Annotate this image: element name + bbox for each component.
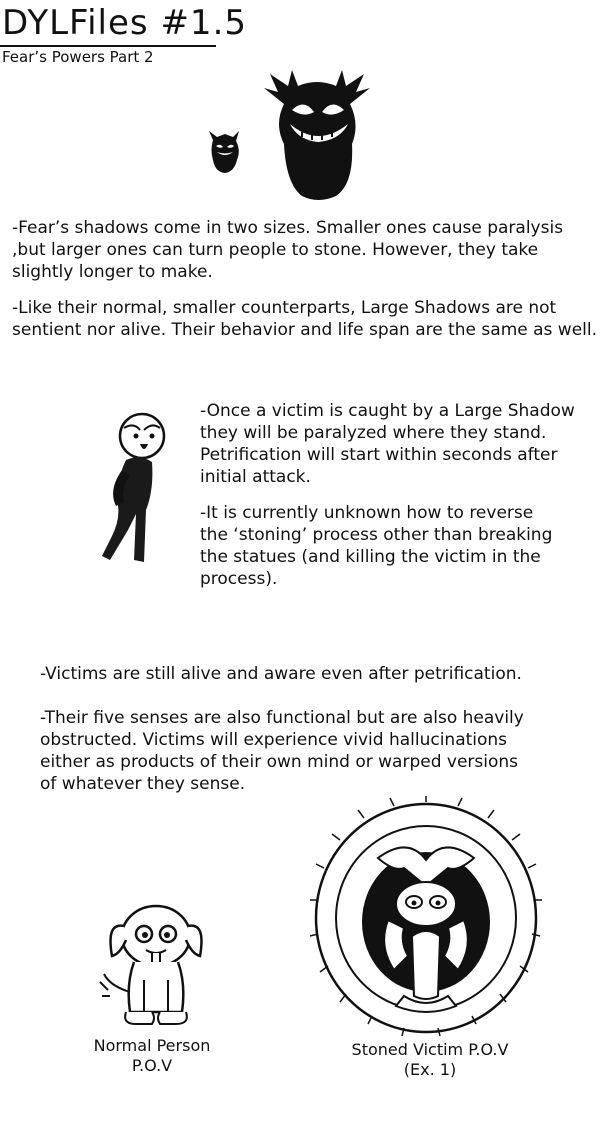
text-petrification-start: -Once a victim is caught by a Large Shadow they will be paralyzed where they stand. Petrification will start within seconds after initial attack. bbox=[200, 401, 575, 487]
text-shadow-behavior: -Like their normal, smaller counterparts, Large Shadows are not sentient nor alive. Their behavior and life span are the same as well. bbox=[12, 298, 598, 340]
text-senses-hallucinations: -Their five senses are also functional but are also heavily obstructed. Victims will experience vivid hallucinations either as products of their own mind or warped versions of whatever they sense. bbox=[40, 708, 524, 794]
puppy-illustration bbox=[96, 900, 216, 1030]
text-reversal-unknown: -It is currently unknown how to reverse the ‘stoning’ process other than breaking the statues (and killing the victim in the process). bbox=[200, 503, 553, 589]
title-underline bbox=[0, 45, 216, 47]
caption-stoned-pov: Stoned Victim P.O.V (Ex. 1) bbox=[351, 1040, 509, 1079]
page-title: DYLFiles #1.5 bbox=[2, 3, 248, 43]
large-shadow-illustration bbox=[262, 64, 372, 204]
small-shadow-illustration bbox=[205, 128, 245, 176]
text-shadow-sizes: -Fear’s shadows come in two sizes. Smaller ones cause paralysis ,but larger ones can turn people to stone. However, they take slightly longer to make. bbox=[12, 218, 564, 282]
text-victims-aware: -Victims are still alive and aware even after petrification. bbox=[40, 664, 522, 684]
paralyzed-victim-illustration bbox=[94, 410, 174, 570]
caption-normal-pov: Normal Person P.O.V bbox=[93, 1036, 211, 1075]
page-subtitle: Fear’s Powers Part 2 bbox=[2, 48, 154, 66]
hallucination-illustration bbox=[308, 796, 544, 1040]
